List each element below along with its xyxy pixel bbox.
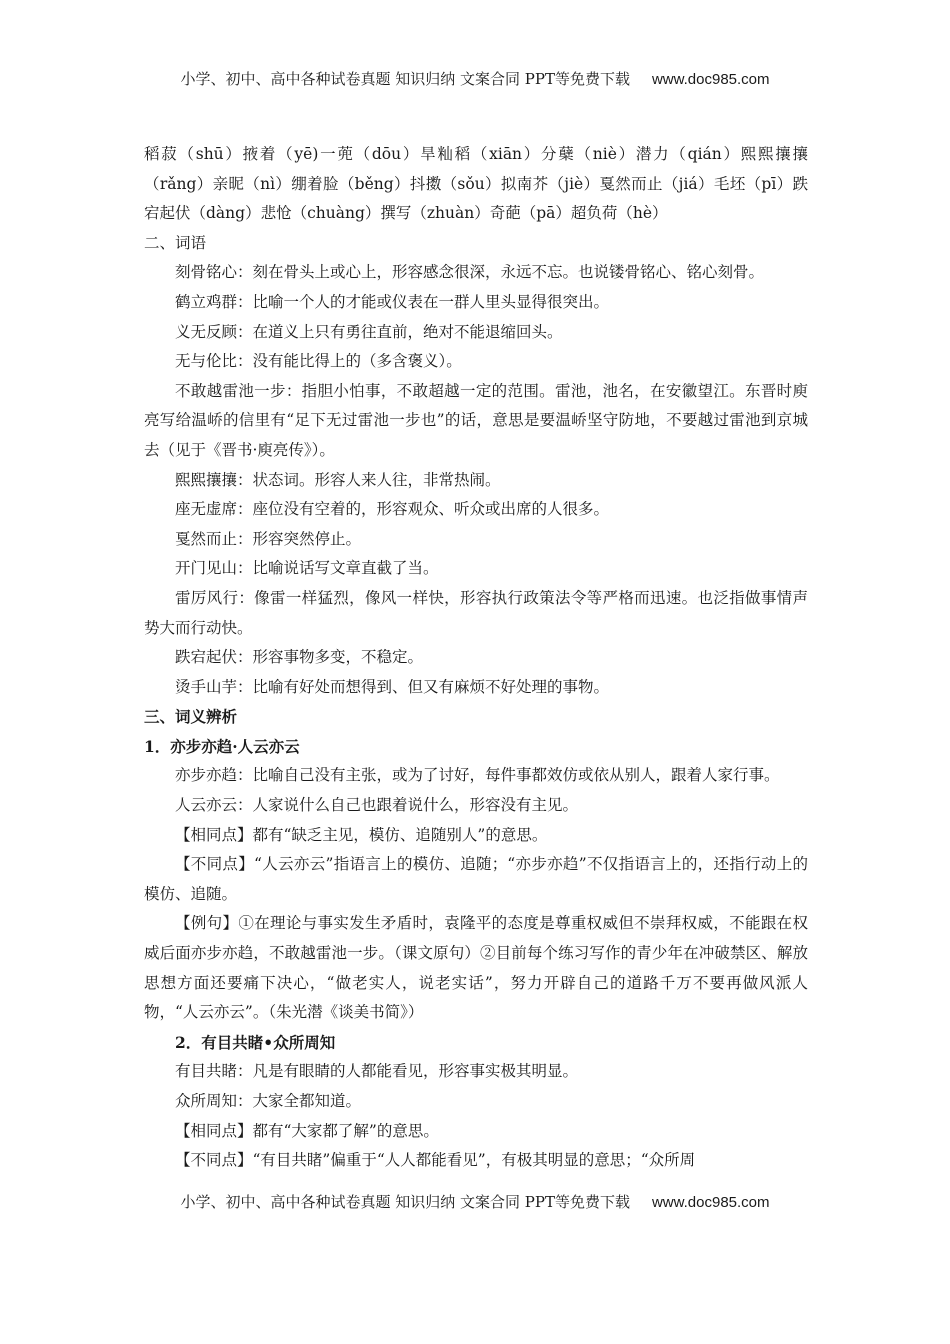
vocab-entry: 座无虚席：座位没有空着的，形容观众、听众或出席的人很多。 <box>175 500 610 519</box>
vocab-entry: 跌宕起伏：形容事物多变，不稳定。 <box>175 648 424 667</box>
vocab-entry: 烫手山芋：比喻有好处而想得到、但又有麻烦不好处理的事物。 <box>175 677 610 696</box>
pair-definition: 人云亦云：人家说什么自己也跟着说什么，形容没有主见。 <box>175 796 579 815</box>
vocab-entry: 熙熙攘攘：状态词。形容人来人往，非常热闹。 <box>175 470 501 489</box>
pair-same-point: 【相同点】都有“大家都了解”的意思。 <box>175 1121 439 1140</box>
section-heading-analysis: 三、词义辨析 <box>144 707 238 727</box>
pair-diff-point: 【不同点】“人云亦云”指语言上的模仿、追随；“亦步亦趋”不仅指语言上的，还指行动上的模仿、追随。 <box>144 855 808 903</box>
document-body <box>144 140 808 1176</box>
header-text: 小学、初中、高中各种试卷真题 知识归纳 文案合同 PPT等免费下载 <box>180 70 630 88</box>
pair-diff-point: 【不同点】“有目共睹”偏重于“人人都能看见”，有极其明显的意思；“众所周 <box>175 1151 696 1170</box>
header-url[interactable]: www.doc985.com <box>651 71 770 88</box>
vocab-entry: 义无反顾：在道义上只有勇往直前，绝对不能退缩回头。 <box>175 322 563 341</box>
vocab-entry: 刻骨铭心：刻在骨头上或心上，形容感念很深，永远不忘。也说镂骨铭心、铭心刻骨。 <box>175 263 765 282</box>
pair-definition: 亦步亦趋：比喻自己没有主张，或为了讨好，每件事都效仿或依从别人，跟着人家行事。 <box>175 766 780 785</box>
page-header <box>0 68 950 89</box>
pair-title: 1．亦步亦趋·人云亦云 <box>144 736 300 756</box>
pair-same-point: 【相同点】都有“缺乏主见，模仿、追随别人”的意思。 <box>175 825 548 844</box>
footer-text: 小学、初中、高中各种试卷真题 知识归纳 文案合同 PPT等免费下载 <box>180 1193 630 1211</box>
vocab-entry: 开门见山：比喻说话写文章直截了当。 <box>175 559 439 578</box>
vocab-entry: 雷厉风行：像雷一样猛烈，像风一样快，形容执行政策法令等严格而迅速。也泛指做事情声势大而行动快。 <box>144 588 808 637</box>
vocab-entry: 不敢越雷池一步：指胆小怕事，不敢超越一定的范围。雷池，池名，在安徽望江。东晋时庾亮写给温峤的信里有“足下无过雷池一步也”的话，意思是要温峤坚守防地，不要越过雷池到京城去（见于《晋书·庾亮传》）。 <box>144 381 808 459</box>
vocab-entry: 戛然而止：形容突然停止。 <box>175 529 362 548</box>
section-heading-vocab: 二、词语 <box>144 233 207 252</box>
pair-example: 【例句】①在理论与事实发生矛盾时，袁隆平的态度是尊重权威但不崇拜权威，不能跟在权威后面亦步亦趋，不敢越雷池一步。（课文原句）②目前每个练习写作的青少年在冲破禁区、解放思想方面还要痛下决心，“做老实人，说老实话”，努力开辟自己的道路千万不要再做风派人物，“人云亦云”。（朱光潜《谈美书简》） <box>144 914 808 1022</box>
pair-title: 2．有目共睹•众所周知 <box>175 1032 336 1052</box>
pair-definition: 有目共睹：凡是有眼睛的人都能看见，形容事实极其明显。 <box>175 1062 579 1081</box>
vocab-entry: 鹤立鸡群：比喻一个人的才能或仪表在一群人里头显得很突出。 <box>175 292 610 311</box>
footer-url[interactable]: www.doc985.com <box>651 1194 770 1211</box>
page-footer <box>0 1191 950 1212</box>
pinyin-paragraph: 稻菽（shū）掖着（yē)一蔸（dōu）旱籼稻（xiān）分蘖（niè）潜力（qián）熙熙攘攘（rǎng）亲昵（nì）绷着脸（běng）抖擞（sǒu）拟南芥（jiè）戛然而止（jiá）毛坯（pī）跌宕起伏（dàng）悲怆（chuàng）撰写（zhuàn）奇葩（pā）超负荷（hè） <box>144 145 808 223</box>
vocab-entry: 无与伦比：没有能比得上的（多含褒义）。 <box>175 352 462 371</box>
pair-definition: 众所周知：大家全都知道。 <box>175 1092 362 1110</box>
